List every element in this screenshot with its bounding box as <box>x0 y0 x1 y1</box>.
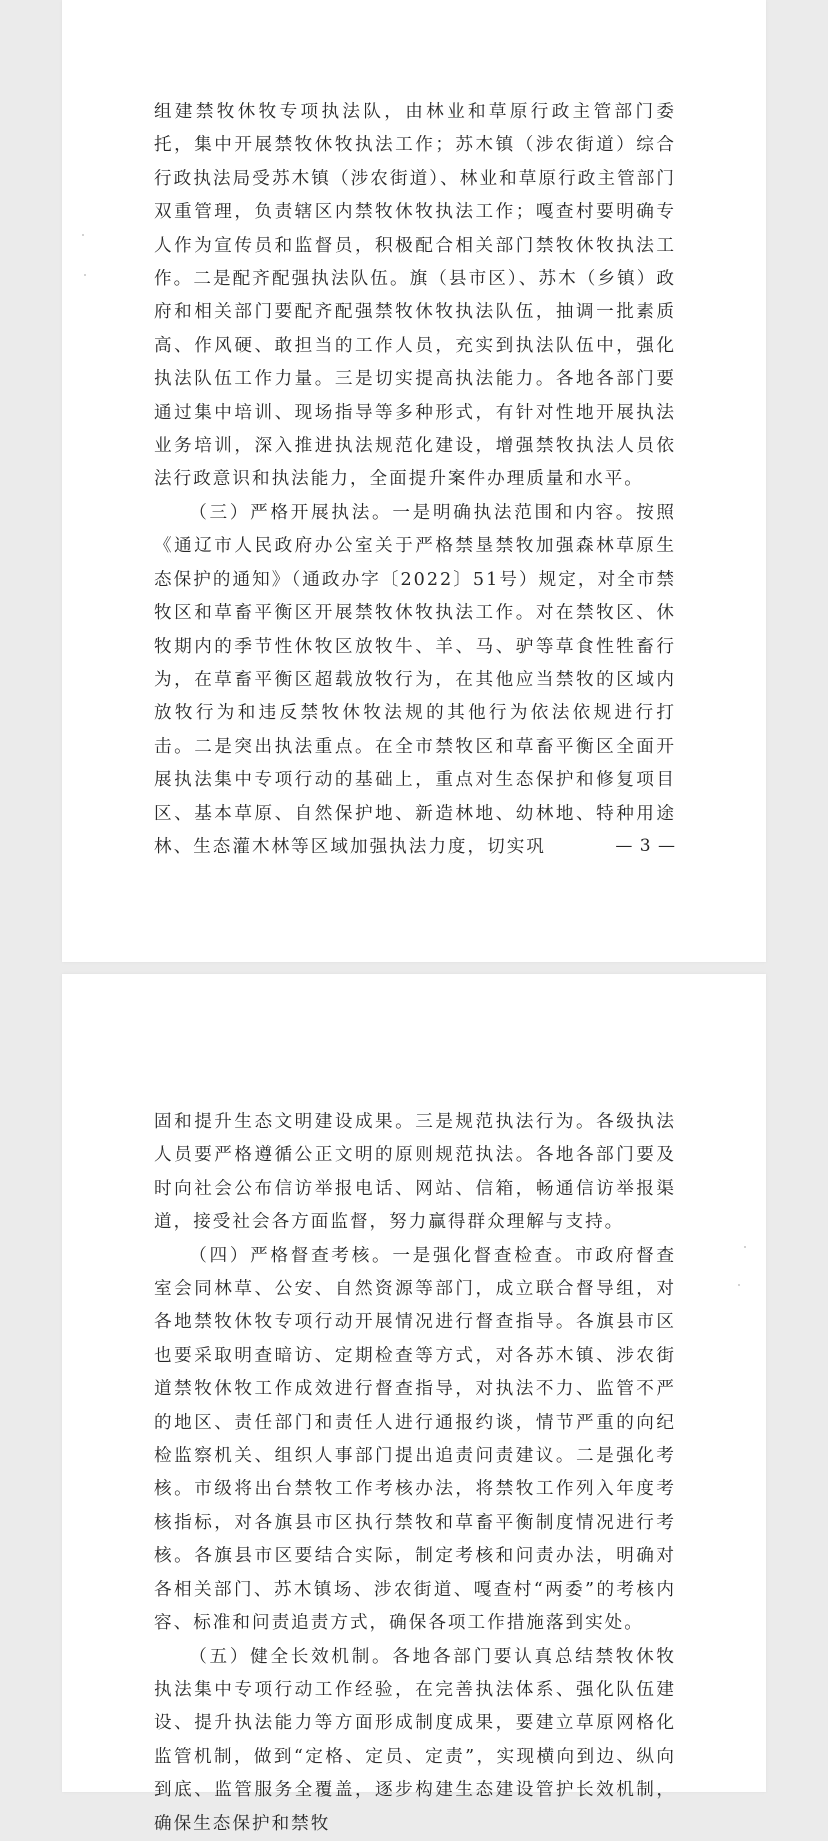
scan-speck <box>738 1284 740 1286</box>
page-number: — 3 — <box>615 836 676 856</box>
document-page-3 <box>62 0 766 962</box>
paragraph: 固和提升生态文明建设成果。三是规范执法行为。各级执法人员要严格遵循公正文明的原则规范执法。各地各部门要及时向社会公布信访举报电话、网站、信箱，畅通信访举报渠道，接受社会各方面监督，努力赢得群众理解与支持。 <box>154 1112 676 1233</box>
paragraph-section-4: （四）严格督查考核。一是强化督查检查。市政府督查室会同林草、公安、自然资源等部门，成立联合督导组，对各地禁牧休牧专项行动开展情况进行督查指导。各旗县市区也要采取明查暗访、定期检查等方式，对各苏木镇、涉农街道禁牧休牧工作成效进行督查指导，对执法不力、监管不严的地区、责任部门和责任人进行通报约谈，情节严重的向纪检监察机关、组织人事部门提出追责问责建议。二是强化考核。市级将出台禁牧工作考核办法，将禁牧工作列入年度考核指标，对各旗县市区执行禁牧和草畜平衡制度情况进行考核。各旗县市区要结合实际，制定考核和问责办法，明确对各相关部门、苏木镇场、涉农街道、嘎查村“两委”的考核内容、标准和问责追责方式，确保各项工作措施落到实处。 <box>154 1245 676 1634</box>
paragraph-section-5: （五）健全长效机制。各地各部门要认真总结禁牧休牧执法集中专项行动工作经验，在完善执法体系、强化队伍建设、提升执法能力等方面形成制度成果，要建立草原网格化监管机制，做到“定格、定员、定责”，实现横向到边、纵向到底、监管服务全覆盖，逐步构建生态建设管护长效机制，确保生态保护和禁牧 <box>154 1646 676 1834</box>
page-body-text <box>154 1106 676 1841</box>
scan-speck <box>84 274 86 276</box>
paragraph: 组建禁牧休牧专项执法队，由林业和草原行政主管部门委托，集中开展禁牧休牧执法工作；苏木镇（涉农街道）综合行政执法局受苏木镇（涉农街道）、林业和草原行政主管部门双重管理，负责辖区内禁牧休牧执法工作；嘎查村要明确专人作为宣传员和监督员，积极配合相关部门禁牧休牧执法工作。二是配齐配强执法队伍。旗（县市区）、苏木（乡镇）政府和相关部门要配齐配强禁牧休牧执法队伍，抽调一批素质高、作风硬、敢担当的工作人员，充实到执法队伍中，强化执法队伍工作力量。三是切实提高执法能力。各地各部门要通过集中培训、现场指导等多种形式，有针对性地开展执法业务培训，深入推进执法规范化建设，增强禁牧执法人员依法行政意识和执法能力，全面提升案件办理质量和水平。 <box>154 102 676 490</box>
document-page-4 <box>62 974 766 1834</box>
page-body-text <box>154 96 676 864</box>
paragraph-section-3: （三）严格开展执法。一是明确执法范围和内容。按照《通辽市人民政府办公室关于严格禁垦禁牧加强森林草原生态保护的通知》（通政办字〔2022〕51号）规定，对全市禁牧区和草畜平衡区开展禁牧休牧执法工作。对在禁牧区、休牧期内的季节性休牧区放牧牛、羊、马、驴等草食性牲畜行为，在草畜平衡区超载放牧行为，在其他应当禁牧的区域内放牧行为和违反禁牧休牧法规的其他行为依法依规进行打击。二是突出执法重点。在全市禁牧区和草畜平衡区全面开展执法集中专项行动的基础上，重点对生态保护和修复项目区、基本草原、自然保护地、新造林地、幼林地、特种用途林、生态灌木林等区域加强执法力度，切实巩 <box>154 502 676 857</box>
scan-speck <box>744 1246 746 1248</box>
scan-speck <box>82 234 84 236</box>
